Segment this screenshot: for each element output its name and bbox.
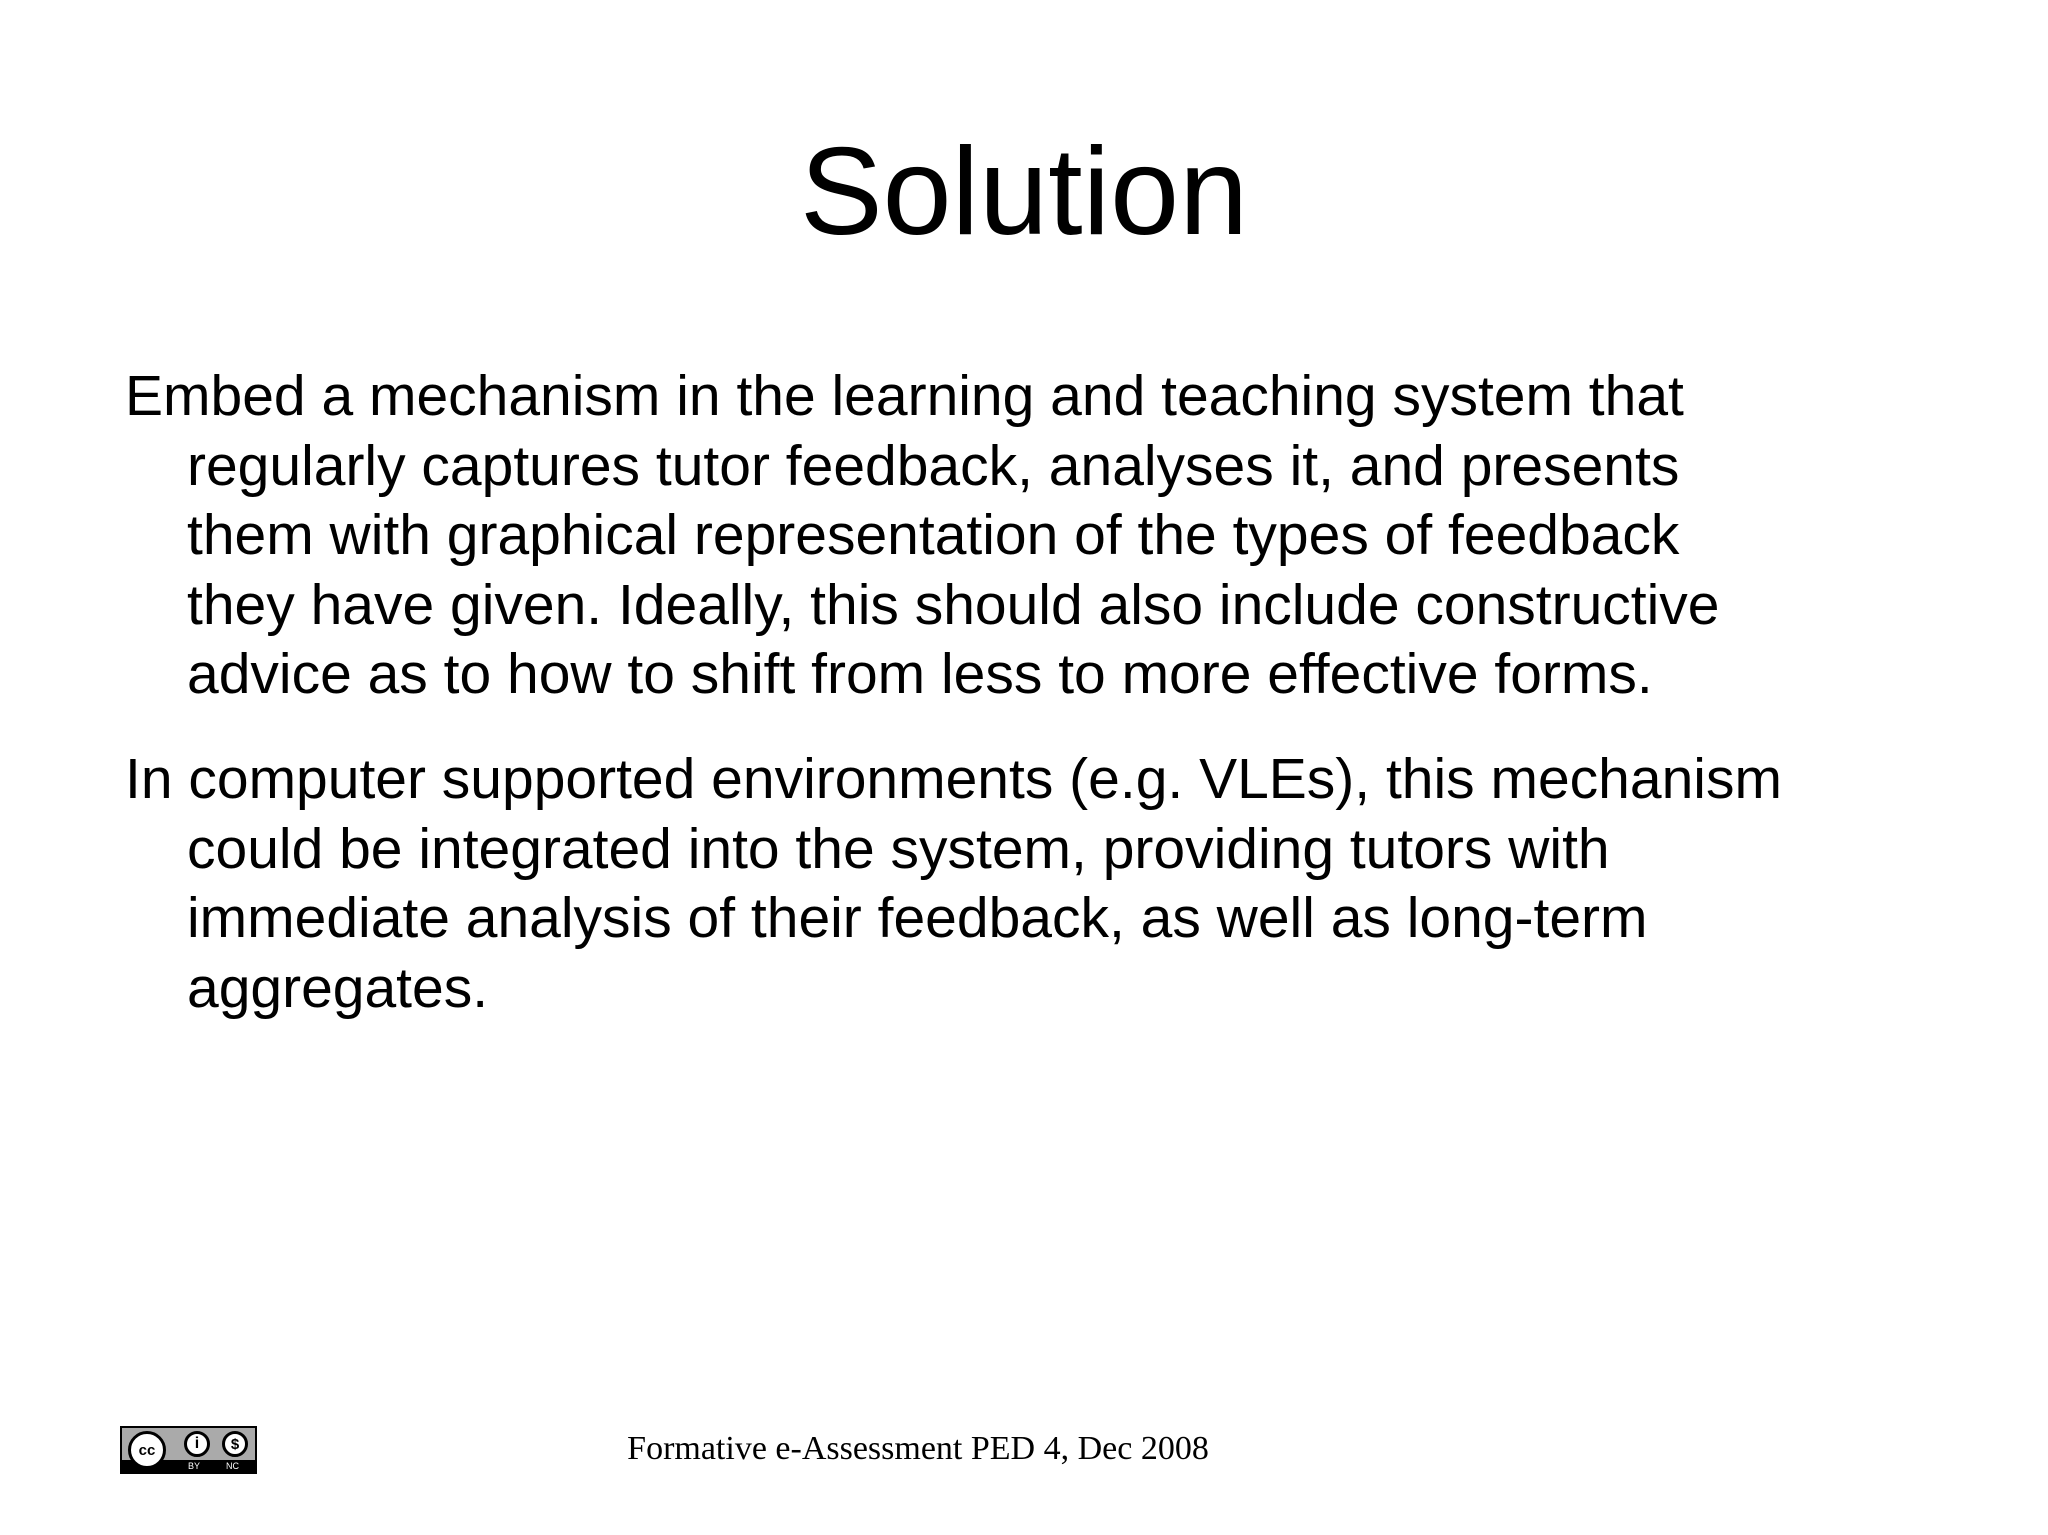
nc-label: NC: [226, 1461, 239, 1471]
by-label: BY: [188, 1461, 201, 1471]
text-line: advice as to how to shift from less to more effective forms.: [187, 642, 1653, 706]
slide-title: Solution: [799, 123, 1249, 261]
paragraph-computer-supported: [125, 745, 1782, 1023]
text-line: they have given. Ideally, this should also include constructive: [187, 572, 1720, 637]
text-line: immediate analysis of their feedback, as well as long-term: [187, 886, 1648, 950]
noncommercial-icon: $: [222, 1431, 248, 1457]
cc-icon: cc: [128, 1431, 166, 1469]
text-line: regularly captures tutor feedback, analyses it, and presents: [187, 433, 1680, 498]
attribution-icon: i: [184, 1431, 210, 1457]
text-line: In computer supported environments (e.g. VLEs), this mechanism: [125, 747, 1782, 811]
text-line: Embed a mechanism in the learning and teaching system that: [125, 364, 1684, 428]
slide-footer: Formative e-Assessment PED 4, Dec 2008: [627, 1430, 1209, 1467]
text-line: aggregates.: [187, 955, 489, 1020]
paragraph-solution: [125, 362, 1720, 710]
text-line: them with graphical representation of the types of feedback: [187, 503, 1680, 567]
text-line: could be integrated into the system, providing tutors with: [187, 816, 1610, 881]
